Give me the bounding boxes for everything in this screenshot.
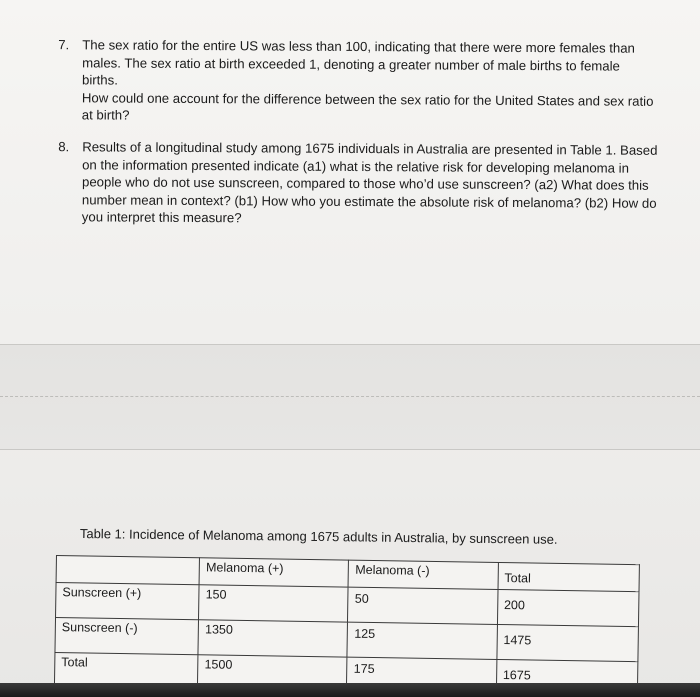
table-cell: 200	[497, 589, 639, 626]
divider	[0, 449, 700, 450]
photo-edge-shadow	[0, 683, 700, 697]
question-line: on the information presented indicate (a1) what is the relative risk for developing melanoma in	[82, 156, 629, 176]
table-cell: 1475	[497, 624, 639, 661]
table-cell: 150	[199, 585, 349, 622]
question-text	[82, 138, 659, 229]
table-cell: 175	[347, 657, 497, 694]
table-row-label: Sunscreen (-)	[55, 618, 199, 655]
table-row-label: Total	[54, 652, 198, 689]
table-cell: 1675	[496, 659, 638, 696]
question-7	[58, 36, 659, 127]
table-header-cell: Melanoma (+)	[199, 558, 349, 587]
question-line: at birth?	[81, 107, 130, 123]
table-header-cell: Total	[498, 562, 640, 591]
melanoma-table	[54, 555, 642, 697]
table-row-label: Sunscreen (+)	[56, 583, 200, 620]
table-header-cell: Melanoma (-)	[349, 560, 499, 589]
question-number: 8.	[58, 139, 70, 155]
question-line: number mean in context? (b1) How who you estimate the absolute risk of melanoma? (b2) How do	[81, 191, 657, 211]
question-8	[58, 138, 659, 229]
question-line: The sex ratio for the entire US was less than 100, indicating that there were more females than	[82, 37, 635, 56]
table-cell: 125	[347, 622, 497, 659]
table-cell: 50	[348, 587, 498, 624]
question-line: How could one account for the difference between the sex ratio for the United States and sex ratio	[81, 89, 654, 109]
table-cell: 1500	[198, 655, 348, 692]
table-caption: Table 1: Incidence of Melanoma among 1675 adults in Australia, by sunscreen use.	[79, 526, 558, 547]
question-line: males. The sex ratio at birth exceeded 1, denoting a greater number of male births to female births.	[81, 54, 620, 88]
question-line: Results of a longitudinal study among 1675 individuals in Australia are presented in Table 1. Based	[82, 139, 658, 158]
table-header-cell	[56, 556, 200, 585]
divider	[0, 344, 700, 345]
question-text	[82, 36, 659, 127]
question-line: you interpret this measure?	[81, 209, 242, 226]
question-number: 7.	[58, 37, 70, 53]
page-break-divider	[0, 396, 700, 397]
question-line: people who do not use sunscreen, compared to those who’d use sunscreen? (a2) What does this	[81, 174, 649, 193]
page-break-area	[0, 344, 700, 450]
table-cell: 1350	[198, 620, 348, 657]
